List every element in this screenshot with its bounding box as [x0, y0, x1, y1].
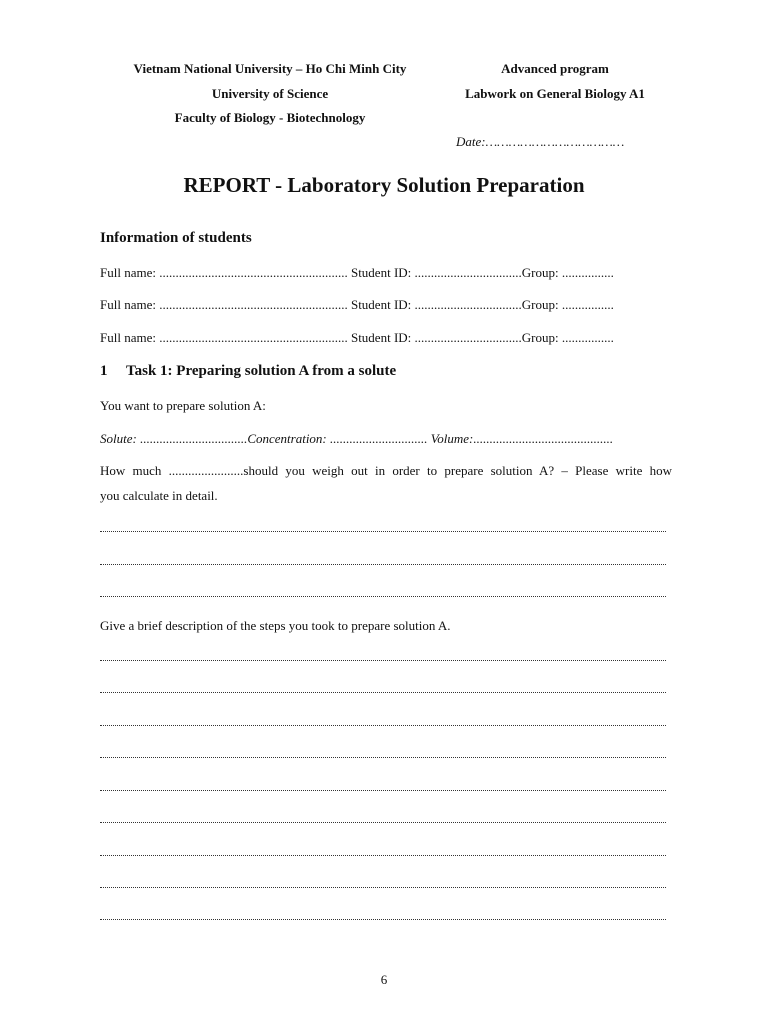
- page-number: 6: [380, 972, 388, 987]
- task1-number: 1: [100, 363, 108, 379]
- student-row-2[interactable]: Full name: .......................................................... Student ID: .................................Group: ................: [100, 297, 614, 312]
- weigh-question-cont: you calculate in detail.: [100, 488, 218, 503]
- program-name: Advanced program: [501, 61, 609, 76]
- task1-intro: You want to prepare solution A:: [100, 398, 266, 413]
- answer-line[interactable]: [100, 562, 666, 565]
- answer-line[interactable]: [100, 755, 666, 758]
- answer-line[interactable]: [100, 788, 666, 791]
- school-name: University of Science: [211, 86, 329, 101]
- answer-line[interactable]: [100, 885, 666, 888]
- date-field[interactable]: Date:………………………………: [456, 134, 625, 149]
- page-title: REPORT - Laboratory Solution Preparation: [183, 173, 585, 197]
- answer-line[interactable]: [100, 594, 666, 597]
- student-row-1[interactable]: Full name: .......................................................... Student ID: .................................Group: ................: [100, 265, 614, 280]
- answer-line[interactable]: [100, 658, 666, 661]
- task1-heading: [100, 363, 396, 380]
- solution-params: [100, 431, 613, 447]
- answer-line[interactable]: [100, 853, 666, 856]
- answer-line[interactable]: [100, 529, 666, 532]
- faculty-name: Faculty of Biology - Biotechnology: [174, 110, 366, 125]
- answer-line[interactable]: [100, 690, 666, 693]
- answer-line[interactable]: [100, 917, 666, 920]
- weigh-question: How much .......................should you weigh out in order to prepare solution A? – Please write how: [100, 463, 672, 478]
- answer-line[interactable]: [100, 723, 666, 726]
- volume-field[interactable]: Volume:...........................................: [430, 431, 614, 446]
- university-name: Vietnam National University – Ho Chi Minh City: [133, 61, 407, 76]
- student-row-3[interactable]: Full name: .......................................................... Student ID: .................................Group: ................: [100, 330, 614, 345]
- concentration-field[interactable]: Concentration: ..............................: [247, 431, 428, 446]
- answer-line[interactable]: [100, 820, 666, 823]
- solute-field[interactable]: Solute: .................................: [100, 431, 248, 446]
- steps-prompt: Give a brief description of the steps you took to prepare solution A.: [100, 618, 451, 633]
- students-heading: Information of students: [100, 230, 252, 246]
- course-name: Labwork on General Biology A1: [465, 86, 645, 101]
- task1-title: Task 1: Preparing solution A from a solute: [126, 363, 397, 379]
